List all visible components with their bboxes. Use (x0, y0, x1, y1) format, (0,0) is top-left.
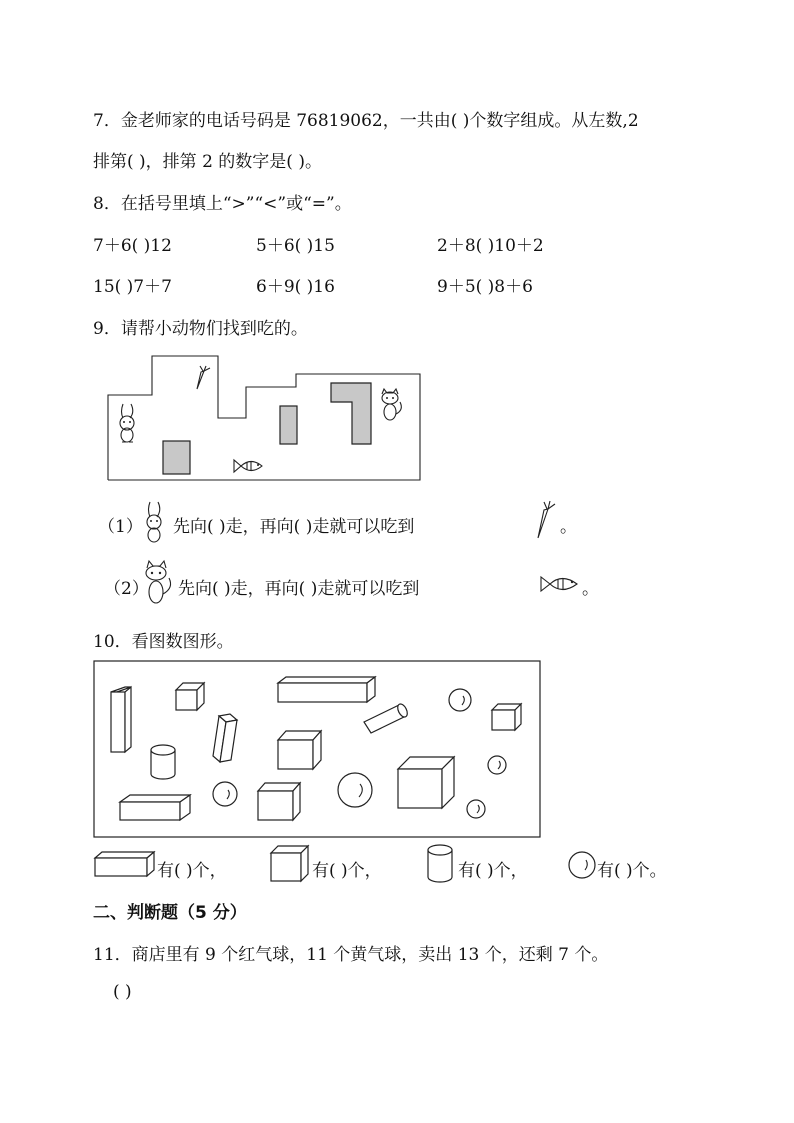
q7-line-2: 排第( )，排第 2 的数字是( )。 (93, 152, 322, 172)
q9-title: 9．请帮小动物们找到吃的。 (93, 319, 308, 339)
q9-sub2-text: 先向( )走，再向( )走就可以吃到 (178, 579, 420, 599)
cuboid-shape (213, 714, 237, 762)
q8-title: 8．在括号里填上“>”“<”或“=”。 (93, 194, 352, 214)
section-title: 二、判断题（5 分） (93, 903, 247, 923)
sphere-shape (467, 800, 485, 818)
q8-expr: 15( )7＋7 (93, 277, 172, 297)
cylinder-shape (364, 702, 409, 733)
cuboid-icon (94, 851, 156, 877)
cuboid-shape (111, 687, 131, 752)
q7-line-1: 7．金老师家的电话号码是 76819062，一共由( )个数字组成。从左数,2 (93, 111, 639, 131)
q9-sub1-text: 先向( )走，再向( )走就可以吃到 (173, 517, 415, 537)
sphere-shape (488, 756, 506, 774)
q9-sub1-end: 。 (560, 517, 577, 537)
q10-answer-cuboid: 有( )个， (157, 861, 227, 881)
q10-answer-cube: 有( )个， (312, 861, 382, 881)
q10-answer-sphere: 有( )个。 (597, 861, 667, 881)
cube-icon (270, 845, 310, 882)
q10-answer-cylinder: 有( )个， (458, 861, 528, 881)
q10-title: 10．看图数图形。 (93, 632, 234, 652)
cube-shape (258, 783, 300, 820)
sphere-shape (213, 782, 237, 806)
cube-shape (176, 683, 204, 710)
q11-text: 11．商店里有 9 个红气球，11 个黄气球，卖出 13 个，还剩 7 个。 (93, 945, 609, 965)
cuboid-shape (278, 677, 375, 702)
sphere-icon (568, 850, 598, 880)
sphere-shape (338, 773, 372, 807)
q8-expr: 6＋9( )16 (256, 277, 335, 297)
sphere-shape (449, 689, 471, 711)
q8-expr: 9＋5( )8＋6 (437, 277, 533, 297)
cube-shape (398, 757, 454, 808)
q11-answer-blank: ( ) (113, 982, 132, 1002)
q8-expr: 5＋6( )15 (256, 236, 335, 256)
q9-sub2-number: （2） (104, 579, 149, 599)
cuboid-shape (120, 795, 190, 820)
cylinder-shape (151, 745, 175, 779)
q9-sub2-end: 。 (582, 579, 599, 599)
q8-expr: 7＋6( )12 (93, 236, 172, 256)
q8-expr: 2＋8( )10＋2 (437, 236, 544, 256)
cube-shape (278, 731, 321, 769)
cylinder-icon (426, 844, 456, 884)
cube-shape (492, 704, 521, 730)
q9-sub1-number: （1） (98, 517, 143, 537)
